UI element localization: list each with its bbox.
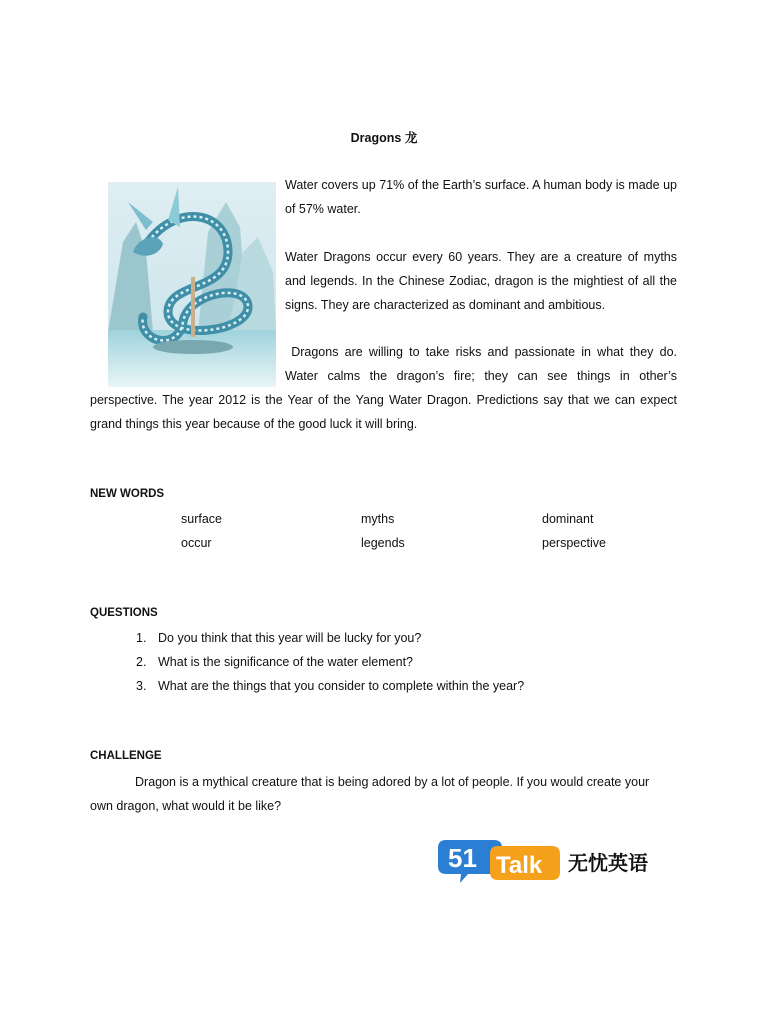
text-line: perspective. The year 2012 is the Year of the Yang Water Dragon. Predictions say that we can expect xyxy=(90,393,677,407)
question-text: What are the things that you consider to complete within the year? xyxy=(158,679,525,693)
logo-chinese: 无忧英语 xyxy=(568,851,648,875)
vocab-word: occur xyxy=(181,536,212,550)
dragons-traits-paragraph-cont xyxy=(90,388,677,436)
text-line: own dragon, what would it be like? xyxy=(90,799,282,813)
water-dragons-paragraph xyxy=(285,245,677,317)
page-title: Dragons 龙 xyxy=(350,131,418,145)
logo-number: 51 xyxy=(448,843,477,873)
question-item xyxy=(136,631,421,645)
vocab-word: dominant xyxy=(542,512,594,526)
question-number: 3. xyxy=(136,679,147,693)
51talk-logo xyxy=(438,836,660,886)
text-line: and legends. In the Chinese Zodiac, dragon is the mightiest of all the xyxy=(285,274,677,288)
question-text: Do you think that this year will be lucky for you? xyxy=(158,631,422,645)
intro-paragraph xyxy=(285,173,677,221)
questions-heading: QUESTIONS xyxy=(90,607,158,619)
question-item xyxy=(136,679,524,693)
logo-mark xyxy=(438,836,660,886)
new-words-heading: NEW WORDS xyxy=(90,488,165,500)
question-item xyxy=(136,655,413,669)
question-text: What is the significance of the water element? xyxy=(158,655,413,669)
dragon-drawing xyxy=(108,182,276,387)
text-line: Water calms the dragon’s fire; they can see things in other’s xyxy=(285,369,677,383)
text-line: Water Dragons occur every 60 years. They are a creature of myths xyxy=(285,250,677,264)
challenge-paragraph xyxy=(90,770,657,818)
question-number: 2. xyxy=(136,655,147,669)
challenge-heading: CHALLENGE xyxy=(90,750,162,762)
vocab-word: surface xyxy=(181,512,222,526)
question-number: 1. xyxy=(136,631,147,645)
text-line: grand things this year because of the good luck it will bring. xyxy=(90,417,418,431)
text-line: Dragons are willing to take risks and passionate in what they do. xyxy=(285,345,677,359)
text-line: signs. They are characterized as dominant and ambitious. xyxy=(285,298,606,312)
text-line: Dragon is a mythical creature that is being adored by a lot of people. If you would create your xyxy=(135,775,650,789)
water-dragon-illustration xyxy=(108,182,276,387)
text-line: Water covers up 71% of the Earth’s surface. A human body is made up xyxy=(285,178,677,192)
vocab-word: legends xyxy=(361,536,405,550)
logo-word: Talk xyxy=(496,852,543,879)
text-line: of 57% water. xyxy=(285,202,361,216)
dragons-traits-paragraph xyxy=(285,340,677,388)
vocab-word: myths xyxy=(361,512,395,526)
vocab-word: perspective xyxy=(542,536,606,550)
